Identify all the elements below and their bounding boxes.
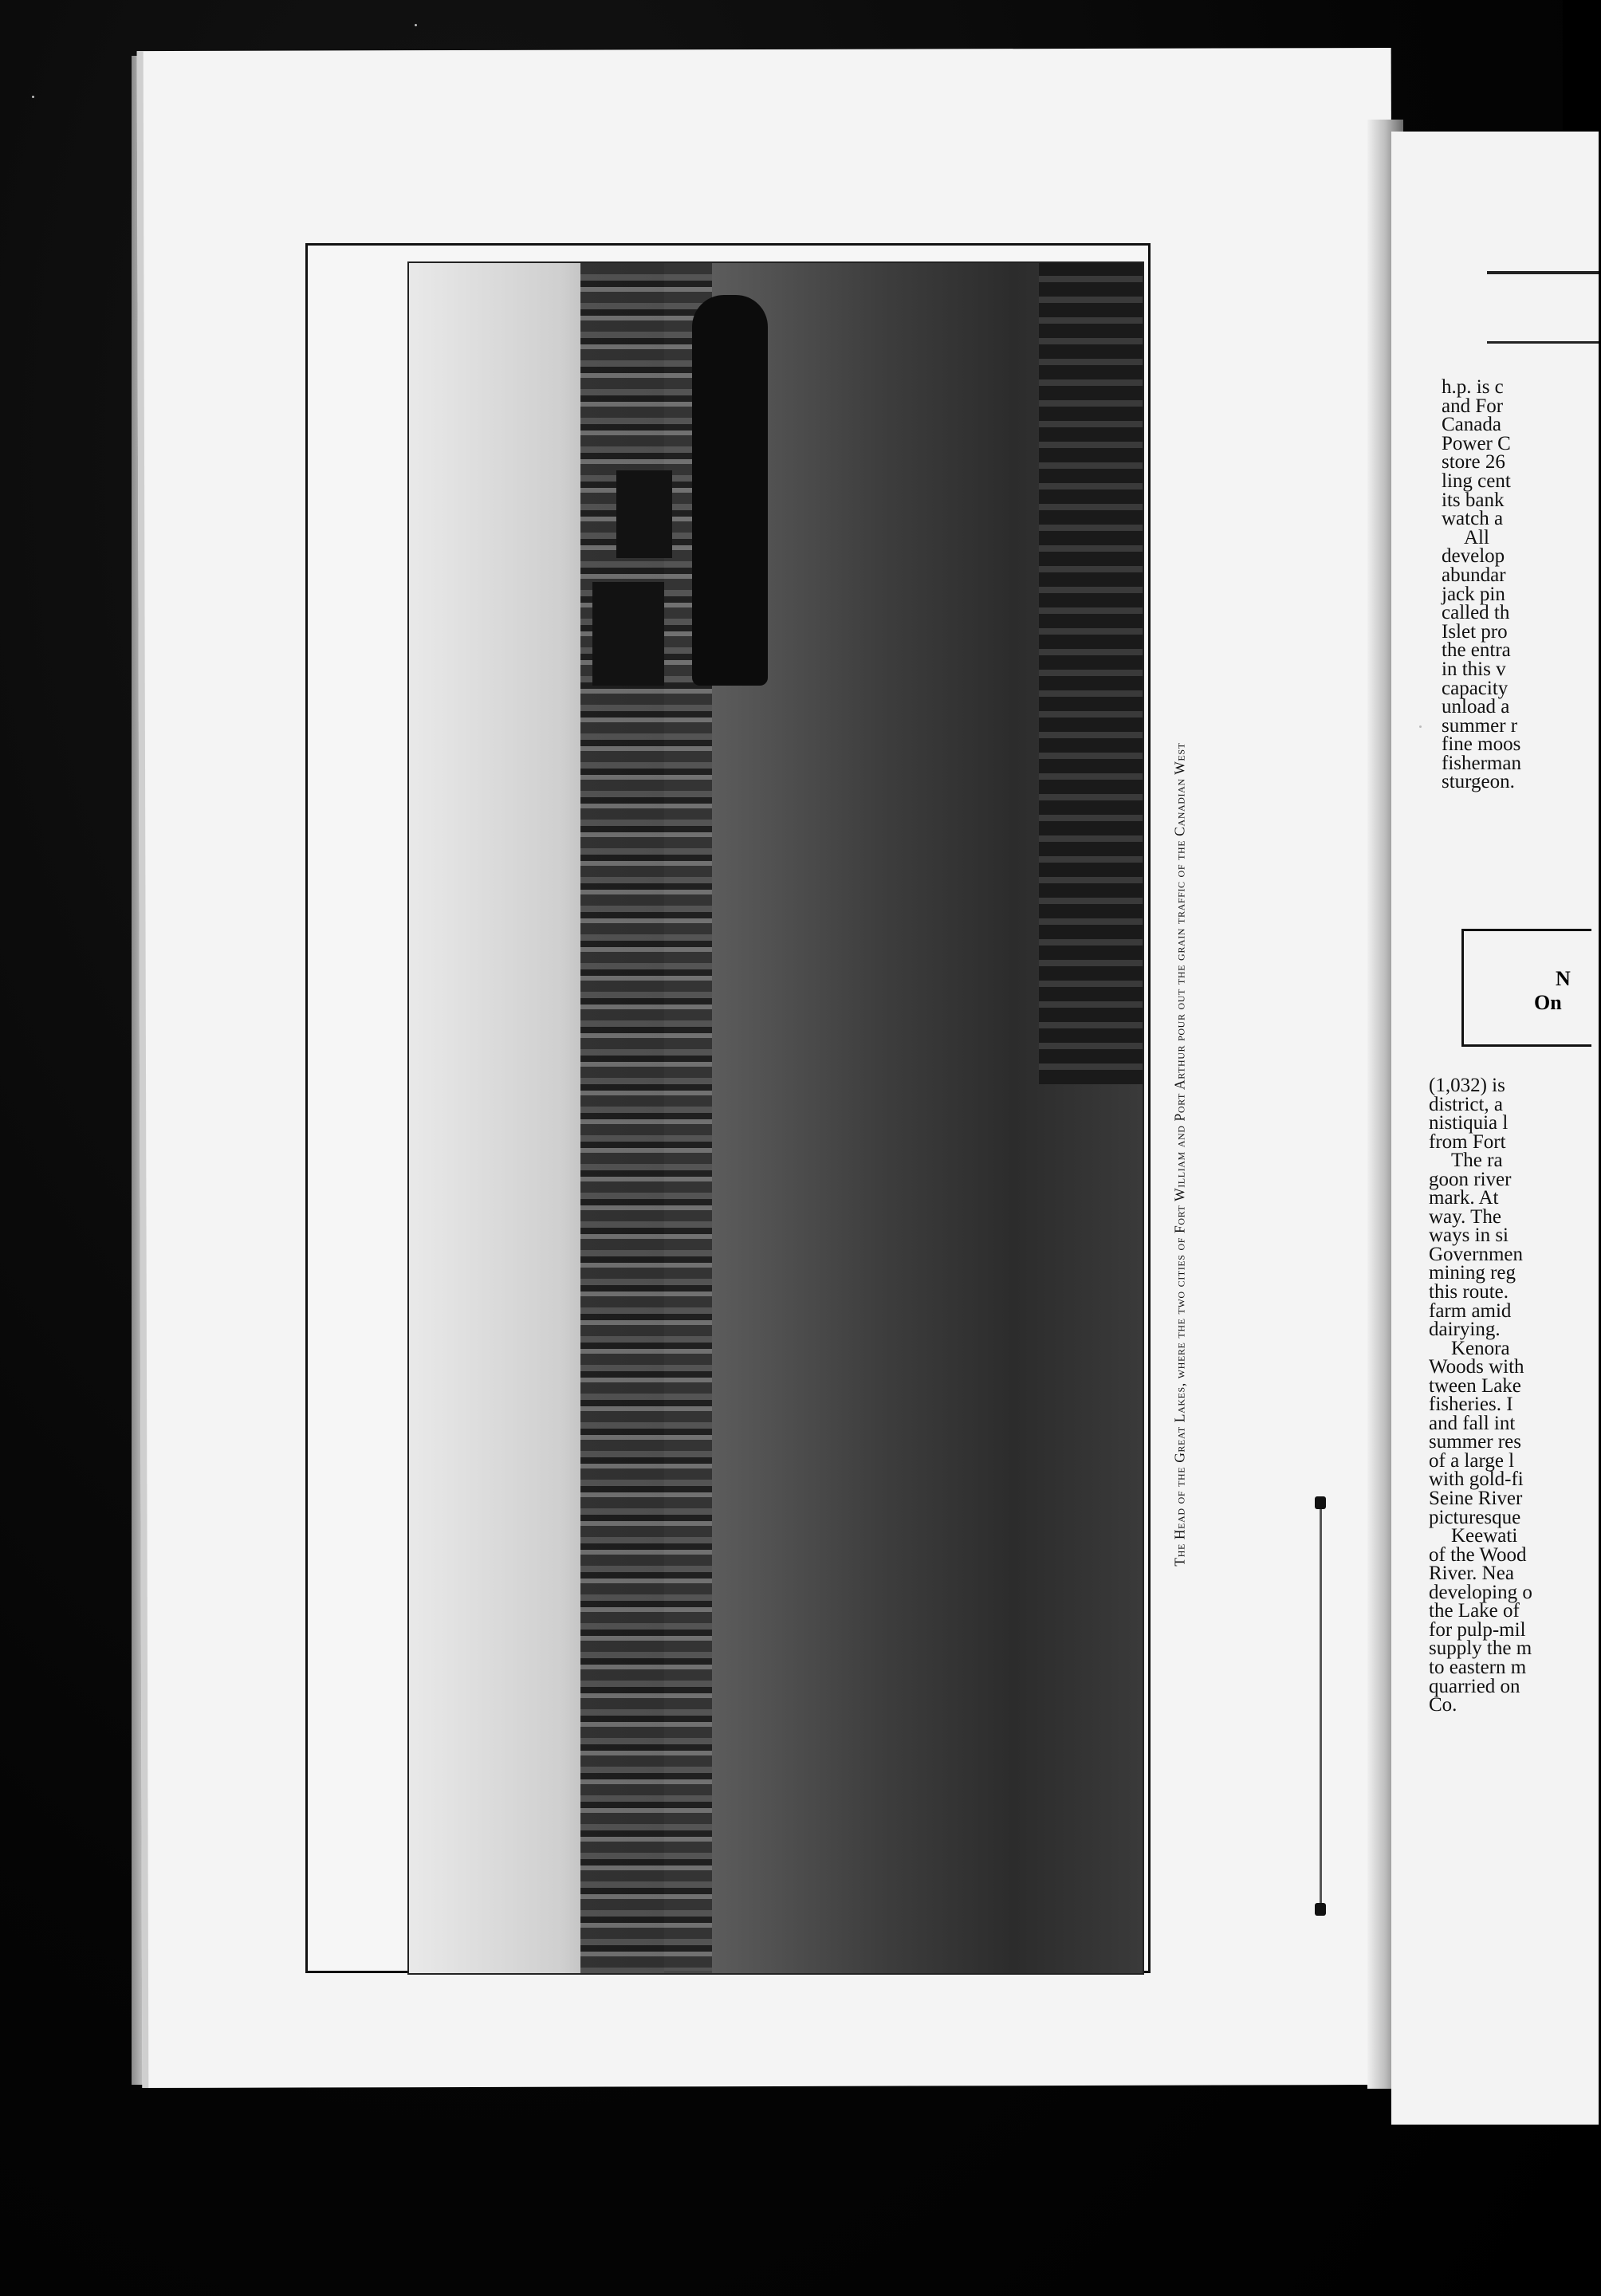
text-line: the Lake of bbox=[1429, 1600, 1520, 1622]
text-line: in this v bbox=[1442, 658, 1506, 680]
photo-dock bbox=[1039, 263, 1143, 1084]
text-line: Islet pro bbox=[1442, 620, 1508, 643]
text-line: abundar bbox=[1442, 564, 1506, 586]
text-line: mining reg bbox=[1429, 1262, 1516, 1284]
section-heading-box bbox=[1461, 929, 1591, 1047]
text-line: from Fort bbox=[1429, 1130, 1506, 1153]
text-line: unload a bbox=[1442, 696, 1510, 718]
text-line: this route. bbox=[1429, 1281, 1509, 1303]
text-line: and For bbox=[1442, 395, 1504, 417]
text-line: way. The bbox=[1429, 1205, 1501, 1228]
text-line: Seine River bbox=[1429, 1488, 1523, 1510]
binding-stitch bbox=[1320, 1503, 1322, 1909]
text-line: nistiquia l bbox=[1429, 1112, 1509, 1134]
text-line: Governmen bbox=[1429, 1243, 1524, 1265]
photo-ship bbox=[692, 295, 768, 686]
photo-elevator bbox=[616, 470, 672, 558]
text-line: developing o bbox=[1429, 1581, 1532, 1603]
text-line: summer res bbox=[1429, 1431, 1521, 1453]
photo-caption-text: The Head of the Great Lakes, where the two cities of Fort William and Port Arthur pour out the grain traffic of the Canadian West bbox=[1171, 741, 1188, 1567]
photo-plate bbox=[305, 243, 1151, 1973]
text-line: fine moos bbox=[1442, 733, 1521, 756]
text-line: tween Lake bbox=[1429, 1374, 1521, 1397]
text-line: of the Wood bbox=[1429, 1543, 1527, 1566]
text-line: called th bbox=[1442, 602, 1510, 624]
text-line: store 26 bbox=[1442, 451, 1505, 474]
text-line: jack pin bbox=[1442, 583, 1505, 605]
text-line: supply the m bbox=[1429, 1637, 1532, 1660]
text-line: watch a bbox=[1442, 508, 1504, 530]
text-line: fisheries. I bbox=[1429, 1394, 1513, 1416]
text-line: Keewati bbox=[1451, 1525, 1518, 1547]
harbour-photograph bbox=[407, 261, 1144, 1975]
photo-elevator bbox=[592, 582, 664, 686]
text-line: ways in si bbox=[1429, 1225, 1509, 1247]
header-rule bbox=[1487, 341, 1599, 344]
text-line: All bbox=[1464, 526, 1489, 548]
text-line: with gold-fi bbox=[1429, 1468, 1524, 1491]
text-line: Canada bbox=[1442, 414, 1501, 436]
text-line: h.p. is c bbox=[1442, 376, 1504, 398]
scan-dust bbox=[1419, 725, 1422, 728]
text-line: district, a bbox=[1429, 1093, 1504, 1115]
text-line: capacity bbox=[1442, 677, 1509, 699]
text-line: (1,032) is bbox=[1429, 1075, 1505, 1096]
text-line: sturgeon. bbox=[1442, 771, 1515, 793]
text-line: ling cent bbox=[1442, 470, 1511, 492]
scan-dust bbox=[32, 96, 34, 98]
text-line: Kenora bbox=[1451, 1337, 1510, 1359]
text-line: Woods with bbox=[1429, 1356, 1524, 1378]
text-line: summer r bbox=[1442, 714, 1518, 737]
text-line: River. Nea bbox=[1429, 1563, 1514, 1585]
text-line: its bank bbox=[1442, 489, 1505, 511]
section-heading-line: N bbox=[1556, 967, 1571, 990]
text-line: The ra bbox=[1451, 1150, 1503, 1172]
text-line: goon river bbox=[1429, 1168, 1512, 1190]
text-line: farm amid bbox=[1429, 1299, 1512, 1322]
text-line: picturesque bbox=[1429, 1506, 1521, 1528]
header-rule bbox=[1487, 271, 1599, 274]
photo-caption bbox=[1164, 442, 1196, 1866]
text-line: mark. At bbox=[1429, 1187, 1499, 1209]
section-heading-line: On bbox=[1534, 991, 1562, 1014]
text-line: to eastern m bbox=[1429, 1656, 1527, 1678]
text-line: develop bbox=[1442, 545, 1505, 568]
text-line: the entra bbox=[1442, 639, 1511, 662]
text-line: and fall int bbox=[1429, 1412, 1516, 1434]
right-page-text-bottom bbox=[1429, 1076, 1596, 1715]
text-line: for pulp-mil bbox=[1429, 1618, 1526, 1641]
text-line: Power C bbox=[1442, 432, 1511, 454]
right-page-text-top bbox=[1442, 378, 1601, 792]
text-line: dairying. bbox=[1429, 1319, 1501, 1341]
text-line: Co. bbox=[1429, 1694, 1457, 1716]
text-line: of a large l bbox=[1429, 1449, 1515, 1472]
text-line: quarried on bbox=[1429, 1675, 1520, 1697]
scan-dust bbox=[415, 24, 417, 26]
text-line: fisherman bbox=[1442, 752, 1521, 774]
